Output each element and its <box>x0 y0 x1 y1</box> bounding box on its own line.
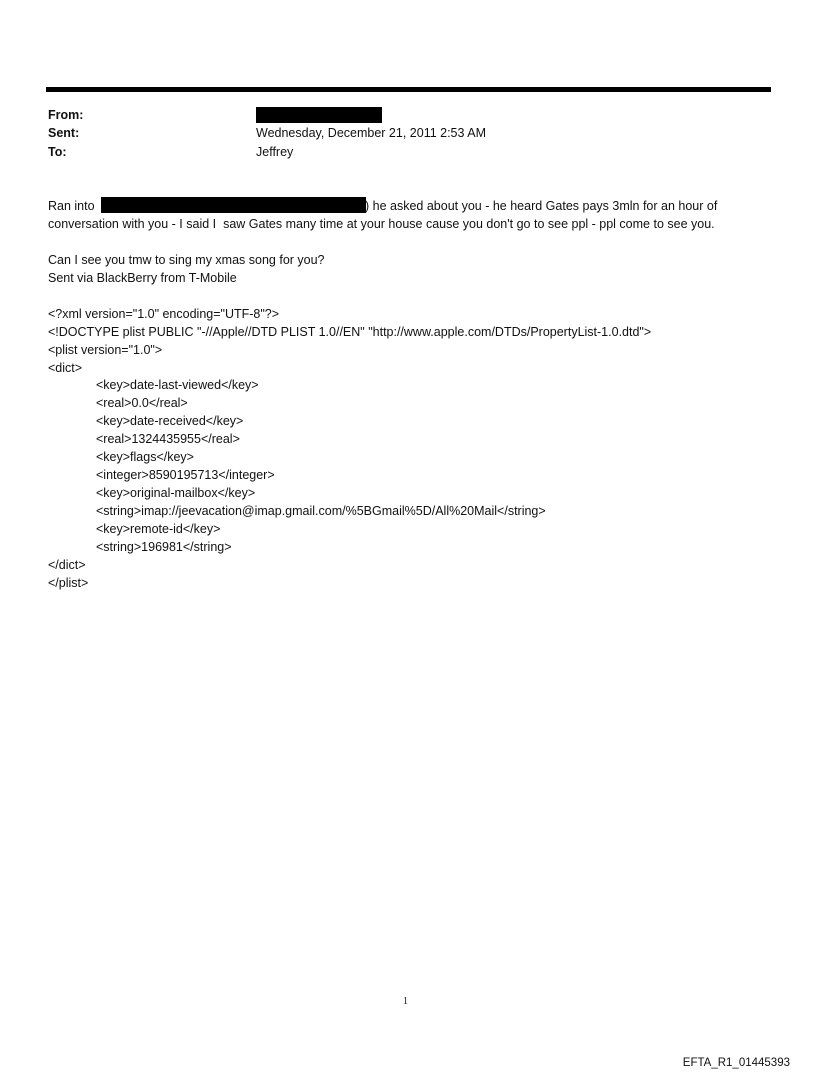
plist-line: <dict> <box>48 361 83 375</box>
plist-line: </dict> <box>48 558 86 572</box>
plist-line: <!DOCTYPE plist PUBLIC "-//Apple//DTD PLIST 1.0//EN" "http://www.apple.com/DTDs/PropertyList-1.0.dtd"> <box>48 325 652 339</box>
plist-line: <key>original-mailbox</key> <box>96 486 256 500</box>
plist-line: <key>remote-id</key> <box>96 522 221 536</box>
redacted-sender <box>256 107 382 123</box>
from-label: From: <box>48 108 84 122</box>
plist-line: <integer>8590195713</integer> <box>96 468 275 482</box>
message-line-3: Can I see you tmw to sing my xmas song for you? <box>48 253 325 267</box>
plist-line: <string>imap://jeevacation@imap.gmail.com/%5BGmail%5D/All%20Mail</string> <box>96 504 546 518</box>
plist-line: <string>196981</string> <box>96 540 232 554</box>
page-number: 1 <box>403 996 408 1007</box>
plist-line: <key>flags</key> <box>96 450 194 464</box>
to-value: Jeffrey <box>256 145 294 159</box>
message-line-1-end: ) he asked about you - he heard Gates pays 3mln for an hour of <box>365 199 718 213</box>
plist-line: <plist version="1.0"> <box>48 343 163 357</box>
sent-value: Wednesday, December 21, 2011 2:53 AM <box>256 126 486 140</box>
plist-line: <?xml version="1.0" encoding="UTF-8"?> <box>48 307 280 321</box>
plist-line: <key>date-received</key> <box>96 414 244 428</box>
sent-label: Sent: <box>48 126 80 140</box>
plist-line: <real>0.0</real> <box>96 396 188 410</box>
message-line-1-start: Ran into <box>48 199 95 213</box>
message-line-2: conversation with you - I said I saw Gates many time at your house cause you don't go to see ppl - ppl come to see you. <box>48 217 715 231</box>
document-id: EFTA_R1_01445393 <box>682 1057 790 1069</box>
plist-line: <real>1324435955</real> <box>96 432 240 446</box>
signature-line: Sent via BlackBerry from T-Mobile <box>48 271 237 285</box>
redacted-name <box>101 197 366 213</box>
plist-line: <key>date-last-viewed</key> <box>96 378 259 392</box>
plist-line: </plist> <box>48 576 89 590</box>
to-label: To: <box>48 145 67 159</box>
header-rule <box>46 87 771 92</box>
